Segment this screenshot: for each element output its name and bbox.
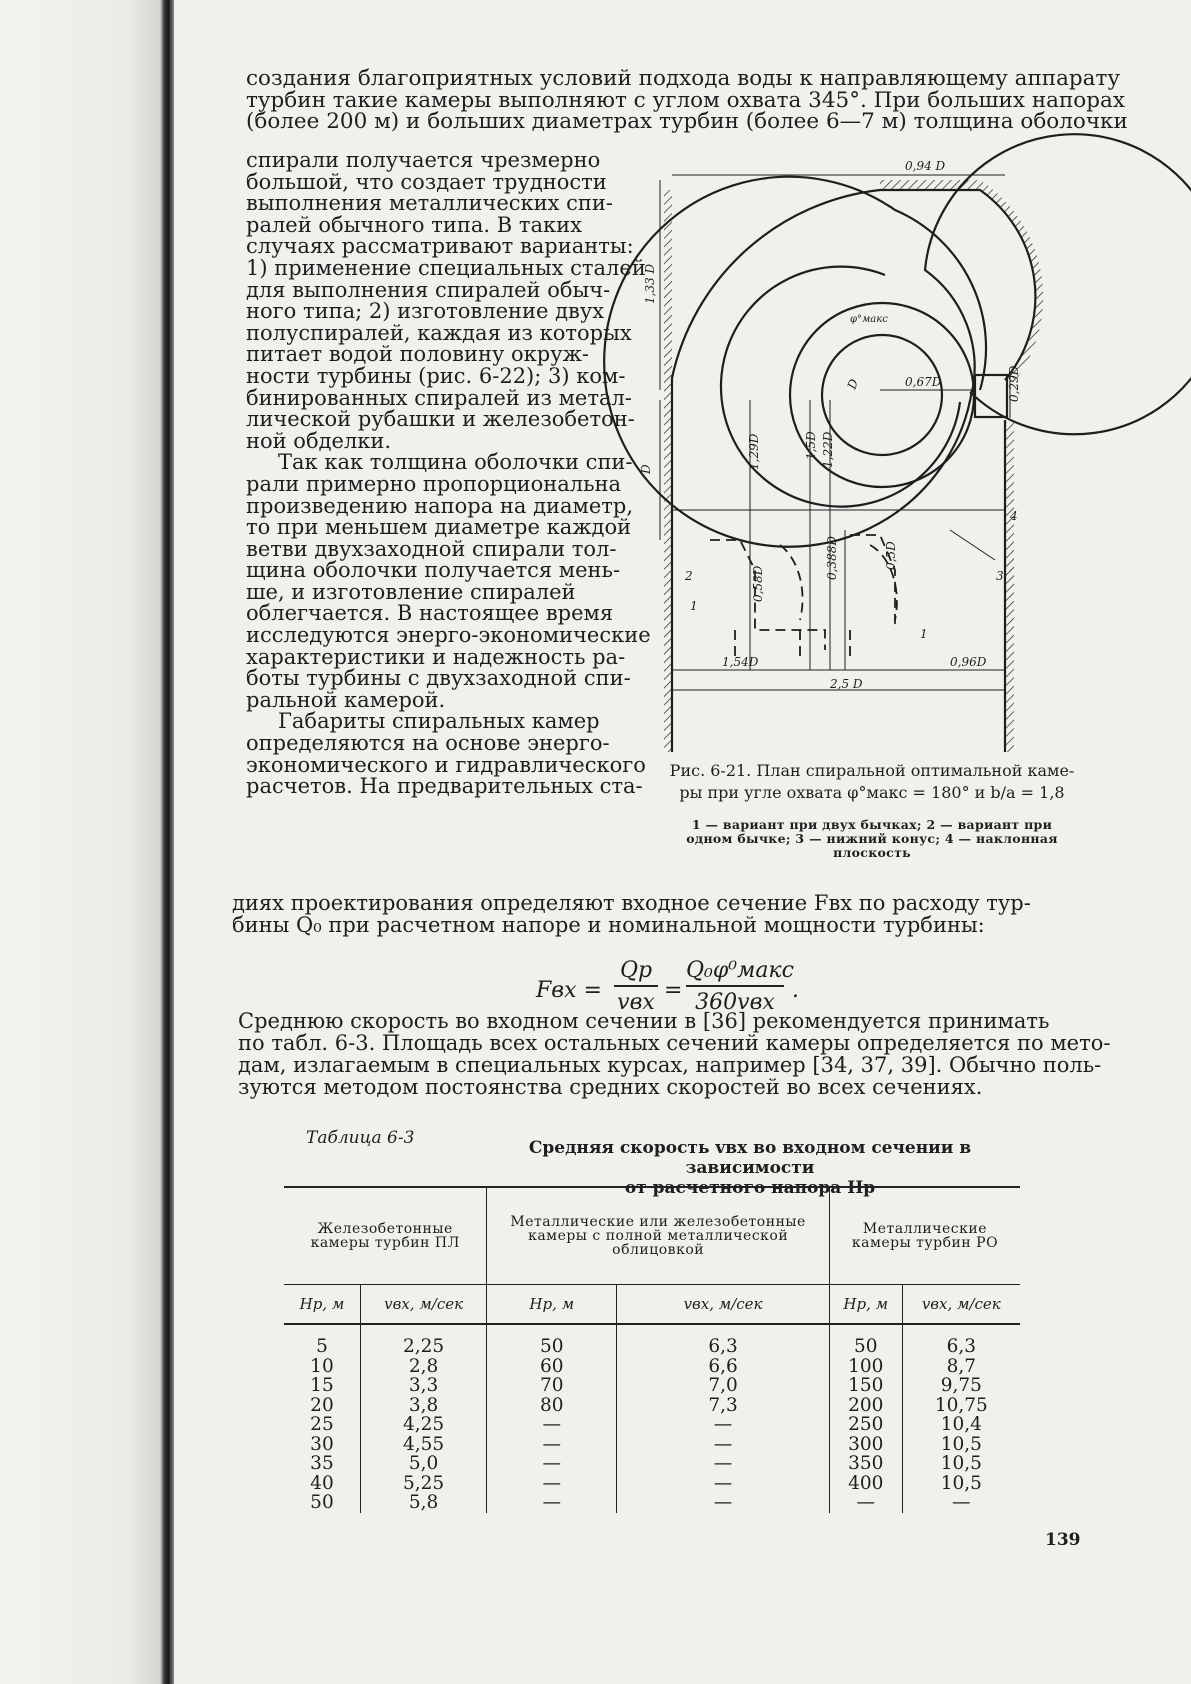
inner-circle-2 xyxy=(822,335,942,455)
table-cell: 60 xyxy=(487,1357,617,1377)
label-n3: 3 xyxy=(996,569,1004,583)
table-cell: 35 xyxy=(310,1453,334,1474)
text-line: боты турбины с двухзаходной спи- xyxy=(246,666,631,691)
text-line: полуспиралей, каждая из которых xyxy=(246,320,632,345)
text-line: лической рубашки и железобетон- xyxy=(246,407,635,432)
table-cell: 10,5 xyxy=(902,1435,1020,1455)
table-cell: 9,75 xyxy=(902,1376,1020,1396)
table-cell: 7,3 xyxy=(617,1396,830,1416)
table-cell: 5,8 xyxy=(360,1493,486,1513)
table-row xyxy=(284,1493,1020,1513)
text-line: питает водой половину окруж- xyxy=(246,342,590,367)
figure-caption xyxy=(652,760,1092,804)
text-line: характеристики и надежность ра- xyxy=(246,644,626,669)
table-row xyxy=(284,1454,1020,1474)
text-line: ры при угле охвата φ°макс = 180° и b/a = 1,8 xyxy=(679,783,1065,802)
table-cell: 3,3 xyxy=(360,1376,486,1396)
table-cell: — xyxy=(617,1454,830,1474)
table-cell: — xyxy=(487,1415,617,1435)
text-line: определяются на основе энерго- xyxy=(246,731,610,756)
text-line: Так как толщина оболочки спи- xyxy=(278,450,633,475)
table-cell: — xyxy=(487,1435,617,1455)
text-line: для выполнения спиралей обыч- xyxy=(246,277,611,302)
table-cell: 10,75 xyxy=(902,1396,1020,1416)
table-body xyxy=(284,1324,1020,1513)
table-cell: 3,8 xyxy=(360,1396,486,1416)
sub-header: vвх, м/сек xyxy=(360,1285,486,1325)
label-n1b: 1 xyxy=(920,627,928,641)
label-154D: 1,54D xyxy=(722,655,759,669)
book-binding xyxy=(160,0,174,1684)
text-line: плоскость xyxy=(833,845,911,860)
table-cell: 6,6 xyxy=(617,1357,830,1377)
table-cell: 50 xyxy=(310,1492,334,1513)
formula-lhs: Fвх = xyxy=(536,978,602,1003)
label-096D: 0,96D xyxy=(950,655,987,669)
label-n1a: 1 xyxy=(690,599,698,613)
group-header: Железобетонные камеры турбин ПЛ xyxy=(284,1187,487,1285)
table-row xyxy=(284,1396,1020,1416)
label-phi: φ°макс xyxy=(850,314,888,325)
table-cell: — xyxy=(617,1474,830,1494)
group-header: Металлические или железобетонные камеры с полной металлической облицовкой xyxy=(487,1187,830,1285)
label-n4: 4 xyxy=(1010,509,1018,523)
table-cell: 40 xyxy=(310,1472,334,1494)
table-cell: 5,0 xyxy=(360,1454,486,1474)
label-122D: 1,22D xyxy=(821,431,835,468)
table-cell: 150 xyxy=(829,1376,902,1396)
table-cell: 30 xyxy=(310,1433,334,1455)
table-cell: 4,55 xyxy=(360,1435,486,1455)
text-line: экономического и гидравлического xyxy=(246,752,646,777)
table-cell: 10,5 xyxy=(902,1474,1020,1494)
table-cell: 10,4 xyxy=(902,1415,1020,1435)
table-cell: — xyxy=(617,1415,830,1435)
formula-num2: Q₀φ⁰макс xyxy=(686,958,794,983)
sub-header: Hр, м xyxy=(487,1285,617,1325)
label-094D: 0,94 D xyxy=(905,159,946,173)
table-label: Таблица 6-3 xyxy=(306,1128,415,1148)
bottom-paragraph xyxy=(232,892,1088,936)
table-cell: 70 xyxy=(487,1376,617,1396)
table-cell: 6,3 xyxy=(902,1324,1020,1357)
table-cell: 80 xyxy=(487,1396,617,1416)
table-row xyxy=(284,1357,1020,1377)
table-row xyxy=(284,1415,1020,1435)
table-cell: 25 xyxy=(310,1414,334,1435)
label-D-vertical: D xyxy=(639,464,653,474)
table-cell: 200 xyxy=(829,1396,902,1416)
text-line: спирали получается чрезмерно xyxy=(246,148,601,172)
label-D-inner: D xyxy=(844,377,862,392)
text-line: Среднюю скорость во входном сечении в [36] рекомендуется принимать xyxy=(238,1009,1050,1033)
text-line: одном бычке; 3 — нижний конус; 4 — наклонная xyxy=(686,831,1058,846)
table-row xyxy=(284,1474,1020,1494)
table-cell: — xyxy=(902,1493,1020,1513)
table-cell: 20 xyxy=(310,1394,334,1416)
text-line: 1) применение специальных сталей xyxy=(246,255,646,280)
table-row xyxy=(284,1324,1020,1357)
text-line: турбин такие камеры выполняют с углом охвата 345°. При больших напорах xyxy=(246,87,1125,113)
label-0388D: 0,388D xyxy=(825,536,839,580)
label-067D: 0,67D xyxy=(905,375,942,389)
table-title: Средняя скорость vвх во входном сечении в зависимости от расчетного напора Hр xyxy=(528,1138,972,1198)
text-line: по табл. 6-3. Площадь всех остальных сечений камеры определяется по мето- xyxy=(238,1031,1111,1055)
table-cell: 8,7 xyxy=(902,1357,1020,1377)
table-cell: 350 xyxy=(829,1454,902,1474)
table-cell: 6,3 xyxy=(617,1324,830,1357)
text-line: случаях рассматривают варианты: xyxy=(246,234,634,259)
text-line: выполнения металлических спи- xyxy=(246,191,613,216)
sub-header: vвх, м/сек xyxy=(617,1285,830,1325)
table-cell: 4,25 xyxy=(360,1415,486,1435)
sub-header: vвх, м/сек xyxy=(902,1285,1020,1325)
spiral-chamber-drawing xyxy=(639,150,1100,758)
table-cell: 10 xyxy=(310,1355,334,1377)
table-cell: — xyxy=(617,1435,830,1455)
spiral-chamber-figure xyxy=(639,150,1100,758)
page-number: 139 xyxy=(1045,1530,1081,1550)
text-line: диях проектирования определяют входное сечение Fвх по расходу тур- xyxy=(232,891,1031,915)
label-058D: 0,58D xyxy=(751,565,765,602)
table-cell: — xyxy=(829,1493,902,1513)
text-line: облегчается. В настоящее время xyxy=(246,601,614,626)
formula-num1: Qр xyxy=(619,958,653,983)
text-line: 1 — вариант при двух бычках; 2 — вариант при xyxy=(691,817,1053,832)
table-row xyxy=(284,1435,1020,1455)
text-line: исследуются энерго-экономические xyxy=(246,623,651,648)
text-line: произведению напора на диаметр, xyxy=(246,493,634,518)
text-line: щина оболочки получается мень- xyxy=(246,558,621,583)
figure-legend xyxy=(650,818,1094,860)
table-cell: 400 xyxy=(829,1474,902,1494)
page-margin xyxy=(0,0,160,1684)
table-cell: 2,8 xyxy=(360,1357,486,1377)
label-05D: 0,5D xyxy=(884,541,898,570)
sub-header: Hр, м xyxy=(284,1285,360,1325)
label-133D: 1,33 D xyxy=(643,263,657,304)
table-cell: 100 xyxy=(829,1357,902,1377)
table-cell: 7,0 xyxy=(617,1376,830,1396)
text-line: (более 200 м) и больших диаметрах турбин (более 6—7 м) толщина оболочки xyxy=(246,109,1128,135)
text-line: то при меньшем диаметре каждой xyxy=(246,515,632,540)
group-header: Металлические камеры турбин РО xyxy=(829,1187,1020,1285)
table-cell: 5,25 xyxy=(360,1474,486,1494)
table-cell: — xyxy=(487,1454,617,1474)
table-cell: 2,25 xyxy=(360,1324,486,1357)
table-cell: — xyxy=(487,1493,617,1513)
text-line: расчетов. На предварительных ста- xyxy=(246,774,643,799)
text-line: создания благоприятных условий подхода воды к направляющему аппарату xyxy=(246,66,1121,91)
table-row xyxy=(284,1376,1020,1396)
table-cell: — xyxy=(487,1474,617,1494)
text-line: ральной камерой. xyxy=(246,687,446,712)
inlet-block xyxy=(975,375,1007,417)
label-029D: 0,29D xyxy=(1007,365,1021,402)
middle-paragraph xyxy=(238,1009,1111,1099)
label-n2: 2 xyxy=(685,569,693,583)
formula-eq: = xyxy=(664,978,683,1003)
text-line: рали примерно пропорциональна xyxy=(246,471,622,496)
text-line: дам, излагаемым в специальных курсах, например [34, 37, 39]. Обычно поль- xyxy=(238,1053,1102,1077)
spiral-2 xyxy=(925,134,1191,434)
formula-end: . xyxy=(792,978,799,1003)
text-line: бины Q₀ при расчетном напоре и номинальной мощности турбины: xyxy=(232,913,985,937)
table-cell: 10,5 xyxy=(902,1454,1020,1474)
label-25D: 2,5 D xyxy=(830,677,863,691)
text-line: большой, что создает трудности xyxy=(246,169,607,194)
text-line: ралей обычного типа. В таких xyxy=(246,212,582,237)
text-line: ности турбины (рис. 6-22); 3) ком- xyxy=(246,363,626,388)
table-cell: 50 xyxy=(829,1324,902,1357)
sub-header: Hр, м xyxy=(829,1285,902,1325)
top-paragraph xyxy=(246,66,1128,135)
table-cell: 300 xyxy=(829,1435,902,1455)
table-cell: 15 xyxy=(310,1375,334,1396)
velocity-table xyxy=(284,1186,1020,1513)
text-line: ветви двухзаходной спирали тол- xyxy=(246,536,617,561)
text-line: Габариты спиральных камер xyxy=(278,709,600,734)
text-line: ше, и изготовление спиралей xyxy=(246,579,576,604)
table-cell: 250 xyxy=(829,1415,902,1435)
table-cell: — xyxy=(617,1493,830,1513)
formula-den1: vвх xyxy=(617,990,655,1015)
text-line: ного типа; 2) изготовление двух xyxy=(246,299,605,324)
formula-den2: 360vвх xyxy=(695,990,775,1015)
text-line: Рис. 6-21. План спиральной оптимальной каме- xyxy=(669,761,1075,780)
table-cell: 5 xyxy=(316,1336,328,1357)
text-line: зуются методом постоянства средних скоростей во всех сечениях. xyxy=(238,1075,983,1099)
label-129D: 1,29D xyxy=(747,433,761,470)
table-cell: 50 xyxy=(487,1324,617,1357)
label-15D: 1,5D xyxy=(804,431,818,460)
text-line: ной обделки. xyxy=(246,428,392,453)
text-line: бинированных спиралей из метал- xyxy=(246,385,632,410)
